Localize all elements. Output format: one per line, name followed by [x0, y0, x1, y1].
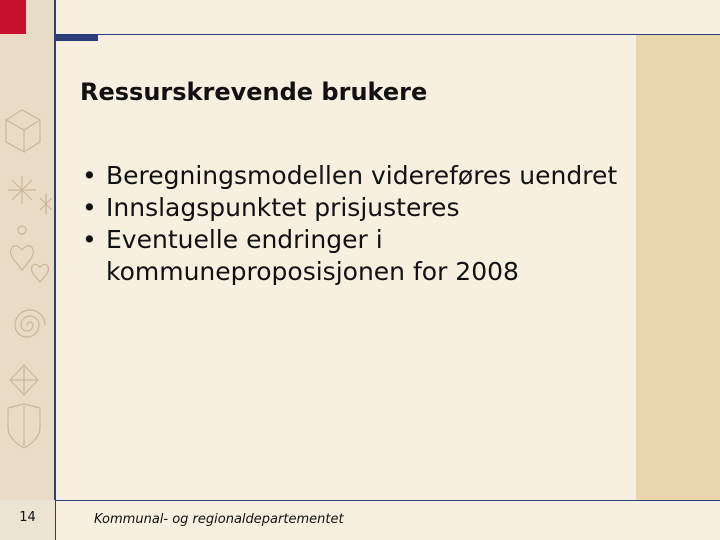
bottom-rule	[56, 500, 720, 501]
bullet-text: Eventuelle endringer i kommuneproposisjonen for 2008	[106, 225, 519, 286]
cube-icon	[6, 110, 40, 152]
right-decor-band	[636, 35, 720, 500]
bullet-dot: •	[82, 193, 97, 222]
diamond-icon	[10, 365, 38, 395]
snowflake-icon	[8, 176, 52, 234]
bullet-item	[82, 192, 622, 224]
bullet-item	[82, 224, 622, 288]
bullet-text: Beregningsmodellen videreføres uendret	[106, 161, 618, 190]
bullet-item	[82, 160, 622, 192]
red-corner-block	[0, 0, 26, 34]
slide-title: Ressurskrevende brukere	[80, 78, 428, 106]
spiral-icon	[15, 310, 45, 337]
bullet-dot: •	[82, 161, 97, 190]
bullet-list	[82, 160, 622, 288]
bullet-dot: •	[82, 225, 97, 254]
heart-icon	[11, 246, 49, 282]
slide-number: 14	[19, 510, 36, 525]
blue-accent-bar	[56, 35, 98, 41]
footer-organization: Kommunal- og regionaldepartementet	[94, 512, 344, 527]
shield-icon	[8, 404, 40, 448]
bullet-text: Innslagspunktet prisjusteres	[106, 193, 460, 222]
top-rule	[56, 34, 720, 35]
decorative-symbols	[0, 90, 55, 460]
